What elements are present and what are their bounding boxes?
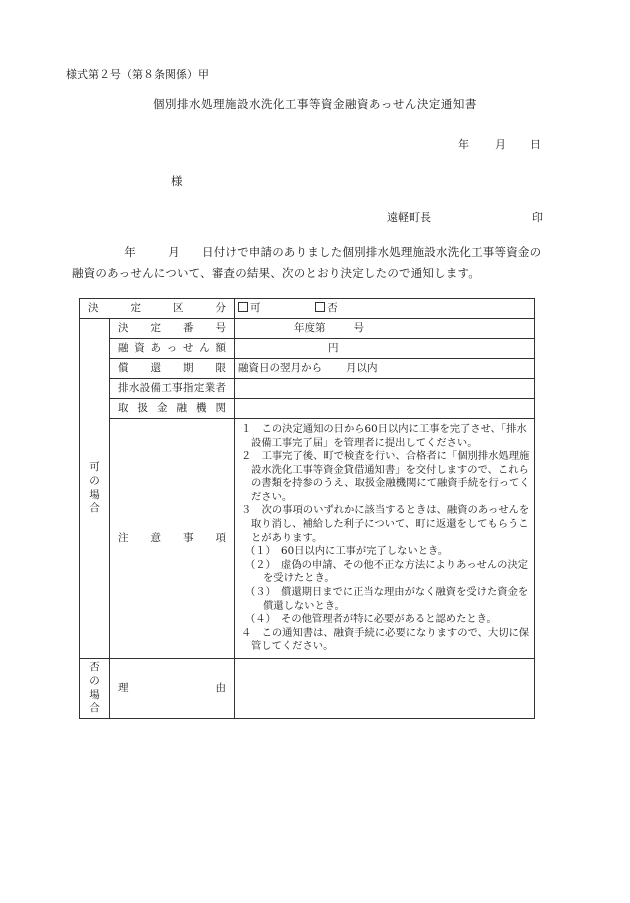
- note-subitem: （２） 虚偽の申請、その他不正な方法によりあっせんの決定を受けたとき。: [245, 558, 529, 585]
- approve-section-char: の: [89, 474, 100, 487]
- addressee-honorific: 様: [171, 174, 183, 188]
- reject-section-char: 否: [89, 661, 100, 674]
- decision-number-no: 号: [353, 321, 364, 334]
- body-rest: 日付けで申請のありました個別排水処理施設水洗化工事等資金の: [202, 245, 542, 259]
- approve-option[interactable]: [238, 302, 261, 314]
- contractor-row: [80, 379, 535, 399]
- loan-amount-value[interactable]: [235, 339, 535, 359]
- reject-section-char: の: [89, 674, 100, 687]
- approve-label: 可: [250, 301, 261, 314]
- decision-number-label: 決定番号: [110, 319, 235, 339]
- decision-row: [80, 299, 535, 319]
- note-item: ３ 次の事項のいずれかに該当するときは、融資のあっせんを取り消し、補給した利子について、町に返還をしてもらうことがあります。: [241, 504, 530, 544]
- reject-section-char: 合: [89, 702, 100, 715]
- approve-section-char: 合: [89, 502, 100, 515]
- issuer-name: 遠軽町長: [387, 211, 431, 224]
- loan-amount-row: [80, 339, 535, 359]
- body-text-line2: 融資のあっせんについて、審査の結果、次のとおり決定したので通知します。: [72, 266, 481, 280]
- approve-section-char: 可: [89, 461, 100, 474]
- note-item: １ この決定通知の日から60日以内に工事を完了させ、「排水設備工事完了届」を管理者に提出してください。: [241, 423, 527, 449]
- contractor-value[interactable]: [235, 379, 535, 399]
- repayment-row: [80, 359, 535, 379]
- seal-mark: 印: [532, 211, 543, 224]
- decision-number-value[interactable]: [235, 319, 535, 339]
- body-month: 月: [168, 245, 180, 259]
- document-title: 個別排水処理施設水洗化工事等資金融資あっせん決定通知書: [153, 97, 477, 111]
- decision-number-row: [80, 319, 535, 339]
- bank-value[interactable]: [235, 399, 535, 419]
- repayment-value[interactable]: [235, 359, 535, 379]
- approve-checkbox[interactable]: [238, 302, 248, 312]
- repayment-label: 償還期限: [110, 359, 235, 379]
- reason-label: 理由: [110, 659, 235, 719]
- repayment-post: 月以内: [346, 361, 378, 374]
- notification-table: [79, 298, 535, 719]
- reject-section-char: 場: [89, 688, 100, 701]
- note-item: ２ 工事完了後、町で検査を行い、合格者に「個別排水処理施設水洗化工事等資金貸借通知書」を交付しますので、これらの書類を持参のうえ、取扱金融機関にて融資手続を行ってください。: [241, 450, 530, 503]
- date-year-label: 年: [458, 138, 469, 151]
- approve-section-label: [80, 319, 110, 659]
- body-year: 年: [124, 245, 136, 259]
- reason-value[interactable]: [235, 659, 535, 719]
- bank-label: 取扱金融機関: [110, 399, 235, 419]
- reject-checkbox[interactable]: [315, 302, 325, 312]
- reject-option[interactable]: [315, 302, 338, 314]
- bank-row: [80, 399, 535, 419]
- body-text-line1: [66, 244, 541, 260]
- decision-options: [235, 299, 535, 319]
- loan-amount-unit: 円: [328, 341, 339, 354]
- notes-label: 注意事項: [110, 419, 235, 659]
- loan-amount-label: 融資あっせん額: [110, 339, 235, 359]
- notes-row: [80, 419, 535, 659]
- reject-label: 否: [327, 301, 338, 314]
- approve-section-char: 場: [89, 488, 100, 501]
- reason-row: [80, 659, 535, 719]
- note-subitem: （４） その他管理者が特に必要があると認めたとき。: [245, 613, 497, 626]
- note-item: ４ この通知書は、融資手続に必要になりますので、大切に保管してください。: [241, 626, 530, 653]
- decision-label: 決定区分: [80, 299, 235, 319]
- notes-content: [235, 419, 535, 659]
- note-subitem: （３） 償還期日までに正当な理由がなく融資を受けた資金を償還しないとき。: [245, 585, 529, 612]
- date-day-label: 日: [530, 138, 541, 151]
- repayment-pre: 融資日の翌月から: [238, 361, 322, 374]
- contractor-label: 排水設備工事指定業者: [110, 379, 235, 399]
- note-subitem: （１） 60日以内に工事が完了しないとき。: [245, 545, 449, 558]
- decision-number-year: 年度第: [294, 321, 326, 334]
- date-month-label: 月: [495, 138, 506, 151]
- reject-section-label: [80, 659, 110, 719]
- form-number: 様式第２号（第８条関係）甲: [66, 68, 209, 81]
